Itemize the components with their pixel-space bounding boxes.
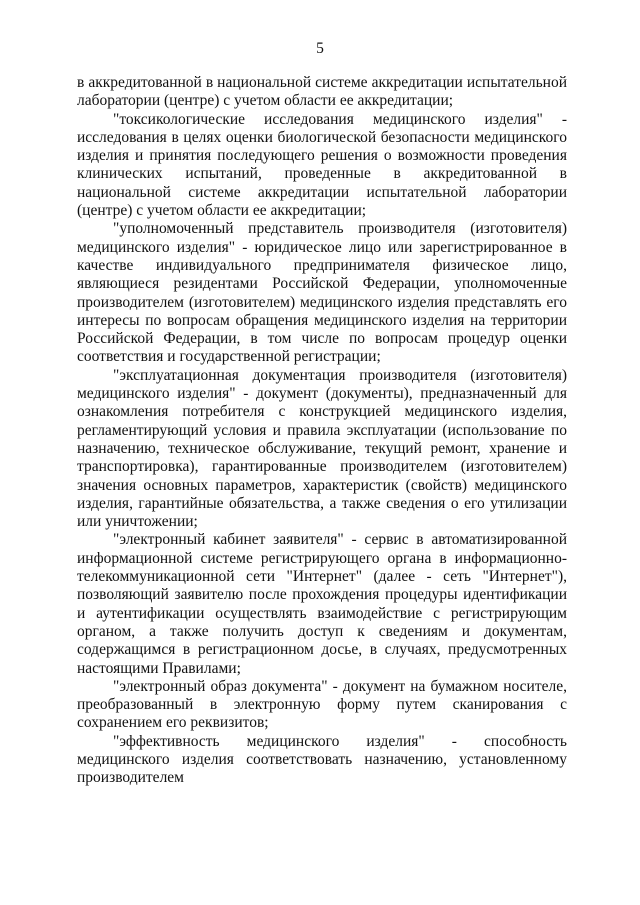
document-body <box>77 74 567 788</box>
paragraph-authorized-representative: "уполномоченный представитель производителя (изготовителя) медицинского изделия" - юридическое лицо или зарегистрированное в качестве индивидуального предпринимателя физическое лицо, являющиеся резидентами Российской Федерации, уполномоченные производителем (изготовителем) медицинского изделия представлять его интересы по вопросам обращения медицинского изделия на территории Российской Федерации, в том числе по вопросам процедур оценки соответствия и государственной регистрации; <box>77 220 567 366</box>
paragraph-device-effectiveness: "эффективность медицинского изделия" - способность медицинского изделия соответствовать назначению, установленному производителем <box>77 732 567 787</box>
page-number: 5 <box>316 40 324 57</box>
paragraph-electronic-cabinet: "электронный кабинет заявителя" - сервис в автоматизированной информационной системе регистрирующего органа в информационно-телекоммуникационной сети "Интернет" (далее - сеть "Интернет"), позволяющий заявителю после прохождения процедуры идентификации и аутентификации осуществлять взаимодействие с регистрирующим органом, а также получить доступ к сведениям и документам, содержащимся в регистрационном досье, в случаях, предусмотренных настоящими Правилами; <box>77 531 567 677</box>
paragraph-operational-documentation: "эксплуатационная документация производителя (изготовителя) медицинского изделия" - документ (документы), предназначенный для ознакомления потребителя с конструкцией медицинского изделия, регламентирующий условия и правила эксплуатации (использование по назначению, техническое обслуживание, текущий ремонт, хранение и транспортировка), гарантированные производителем (изготовителем) значения основных параметров, характеристик (свойств) медицинского изделия, гарантийные обязательства, а также сведения о его утилизации или уничтожении; <box>77 366 567 531</box>
paragraph-electronic-document-image: "электронный образ документа" - документ на бумажном носителе, преобразованный в электронную форму путем сканирования с сохранением его реквизитов; <box>77 677 567 732</box>
paragraph-continuation: в аккредитованной в национальной системе аккредитации испытательной лаборатории (центре) с учетом области ее аккредитации; <box>77 74 567 110</box>
paragraph-toxicological-research: "токсикологические исследования медицинского изделия" - исследования в целях оценки биологической безопасности медицинского изделия и принятия последующего решения о возможности проведения клинических испытаний, проведенные в аккредитованной в национальной системе аккредитации испытательной лаборатории (центре) с учетом области ее аккредитации; <box>77 110 567 220</box>
